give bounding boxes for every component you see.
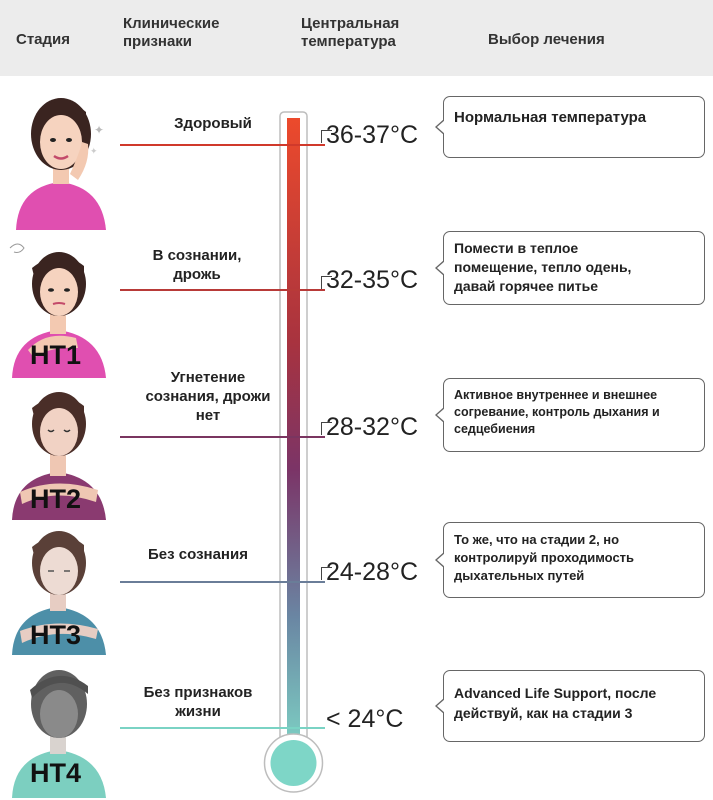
healthy-person-figure	[8, 82, 113, 230]
stage-line-healthy	[120, 144, 325, 146]
ht2-stage-label: HT2	[30, 484, 82, 514]
sign-ht2-line3: нет	[195, 407, 221, 424]
header-signs-line2: признаки	[123, 33, 193, 50]
treatment-ht3-line1: То же, что на стадии 2, но	[454, 532, 620, 547]
sign-healthy: Здоровый	[174, 115, 252, 132]
stage-line-ht3	[120, 581, 325, 583]
treatment-ht1-line2: помещение, тепло одень,	[454, 259, 632, 275]
stage-line-ht1	[120, 289, 325, 291]
treatment-ht2	[443, 378, 705, 452]
temp-ht3: 24-28°C	[326, 558, 418, 586]
stage-line-ht4	[120, 727, 325, 729]
sign-ht1	[122, 246, 272, 284]
sign-ht2-line2: сознания, дрожи	[145, 388, 271, 405]
stage-line-ht2	[120, 436, 325, 438]
svg-text:✦: ✦	[94, 123, 105, 137]
treatment-ht1-line3: давай горячее питье	[454, 278, 599, 294]
ht3-stage-label: HT3	[30, 620, 82, 650]
temp-healthy: 36-37°C	[326, 121, 418, 149]
treatment-ht2-line1: Активное внутреннее и внешнее	[454, 388, 658, 402]
treatment-ht3-line3: дыхательных путей	[454, 568, 585, 583]
treatment-ht1-line1: Помести в теплое	[454, 240, 579, 256]
sign-ht3: Без сознания	[148, 546, 248, 563]
treatment-healthy	[443, 96, 705, 158]
sign-ht4-line2: жизни	[175, 703, 221, 720]
sign-ht4	[118, 683, 278, 721]
treatment-ht4	[443, 670, 705, 742]
treatment-ht2-line2: согревание, контроль дыхания и	[454, 405, 660, 419]
thermometer-bulb	[271, 740, 317, 786]
header-signs-line1: Клинические	[123, 15, 220, 32]
header-treatment: Выбор лечения	[488, 31, 605, 48]
sign-ht2-line1: Угнетение	[170, 369, 246, 386]
treatment-ht2-line3: седцебиения	[454, 422, 536, 436]
treatment-ht1	[443, 231, 705, 305]
temp-ht4: < 24°C	[326, 705, 404, 733]
treatment-ht4-line1: Advanced Life Support, после	[454, 685, 657, 701]
ht4-stage-label: HT4	[30, 758, 82, 788]
sign-ht1-line2: дрожь	[173, 266, 221, 283]
treatment-ht3-line2: контролируй проходимость	[454, 550, 635, 565]
svg-text:✦: ✦	[90, 146, 98, 156]
header-temp-line1: Центральная	[301, 15, 400, 32]
treatment-ht4-line2: действуй, как на стадии 3	[454, 705, 633, 721]
treatment-ht3	[443, 522, 705, 598]
ht1-stage-label: HT1	[30, 340, 82, 370]
thermometer-mercury-column	[287, 118, 300, 758]
sign-ht1-line1: В сознании,	[152, 247, 242, 264]
sign-ht2	[128, 368, 288, 425]
header-temp-line2: температура	[301, 33, 396, 50]
temp-ht1: 32-35°C	[326, 266, 418, 294]
temp-ht2: 28-32°C	[326, 413, 418, 441]
header-stage: Стадия	[16, 31, 71, 48]
treatment-healthy-line1: Нормальная температура	[454, 109, 647, 126]
sign-ht4-line1: Без признаков	[143, 684, 253, 701]
